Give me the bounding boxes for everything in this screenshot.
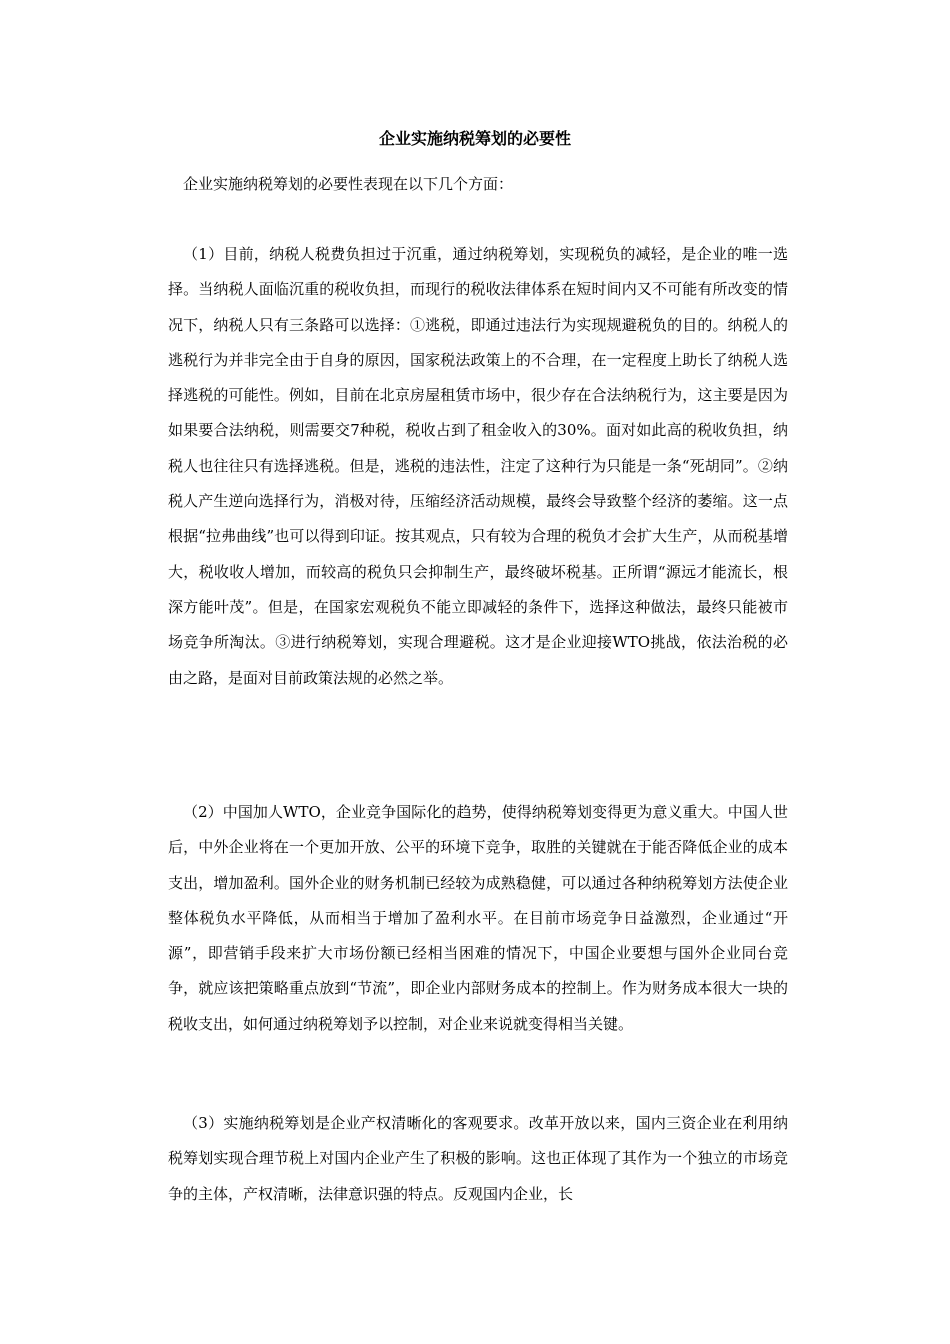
paragraph-3: （3）实施纳税筹划是企业产权清晰化的客观要求。改革开放以来，国内三资企业在利用纳税筹划实现合理节税上对国内企业产生了积极的影响。这也正体现了其作为一个独立的市场竞争的主体，产权清晰，法律意识强的特点。反观国内企业，长 (168, 1114, 788, 1203)
paragraph-2: （2）中国加人WTO，企业竞争国际化的趋势，使得纳税筹划变得更为意义重大。中国人世后，中外企业将在一个更加开放、公平的环境下竞争，取胜的关键就在于能否降低企业的成本支出，增加盈利。国外企业的财务机制已经较为成熟稳健，可以通过各种纳税筹划方法使企业整体税负水平降低，从而相当于增加了盈利水平。在目前市场竞争日益激烈，企业通过“开源”，即营销手段来扩大市场份额已经相当困难的情况下，中国企业要想与国外企业同台竞争，就应该把策略重点放到“节流”，即企业内部财务成本的控制上。作为财务成本很大一块的税收支出，如何通过纳税筹划予以控制，对企业来说就变得相当关键。 (168, 803, 788, 1033)
paragraph-1: （1）目前，纳税人税费负担过于沉重，通过纳税筹划，实现税负的减轻，是企业的唯一选择。当纳税人面临沉重的税收负担，而现行的税收法律体系在短时间内又不可能有所改变的情况下，纳税人只有三条路可以选择：①逃税，即通过违法行为实现规避税负的目的。纳税人的逃税行为并非完全由于自身的原因，国家税法政策上的不合理，在一定程度上助长了纳税人选择逃税的可能性。例如，目前在北京房屋租赁市场中，很少存在合法纳税行为，这主要是因为如果要合法纳税，则需要交7种税，税收占到了租金收入的30%。面对如此高的税收负担，纳税人也往往只有选择逃税。但是，逃税的违法性，注定了这种行为只能是一条“死胡同”。②纳税人产生逆向选择行为，消极对待，压缩经济活动规模，最终会导致整个经济的萎缩。这一点根据“拉弗曲线”也可以得到印证。按其观点，只有较为合理的税负才会扩大生产，从而税基增大，税收收人增加，而较高的税负只会抑制生产，最终破坏税基。正所谓“源远才能流长，根深方能叶茂”。但是，在国家宏观税负不能立即减轻的条件下，选择这种做法，最终只能被市场竞争所淘汰。③进行纳税筹划，实现合理避税。这才是企业迎接WTO挑战，依法治税的必由之路，是面对目前政策法规的必然之举。 (168, 245, 788, 687)
document-title: 企业实施纳税筹划的必要性 (378, 129, 571, 148)
intro-paragraph: 企业实施纳税筹划的必要性表现在以下几个方面： (183, 175, 514, 193)
